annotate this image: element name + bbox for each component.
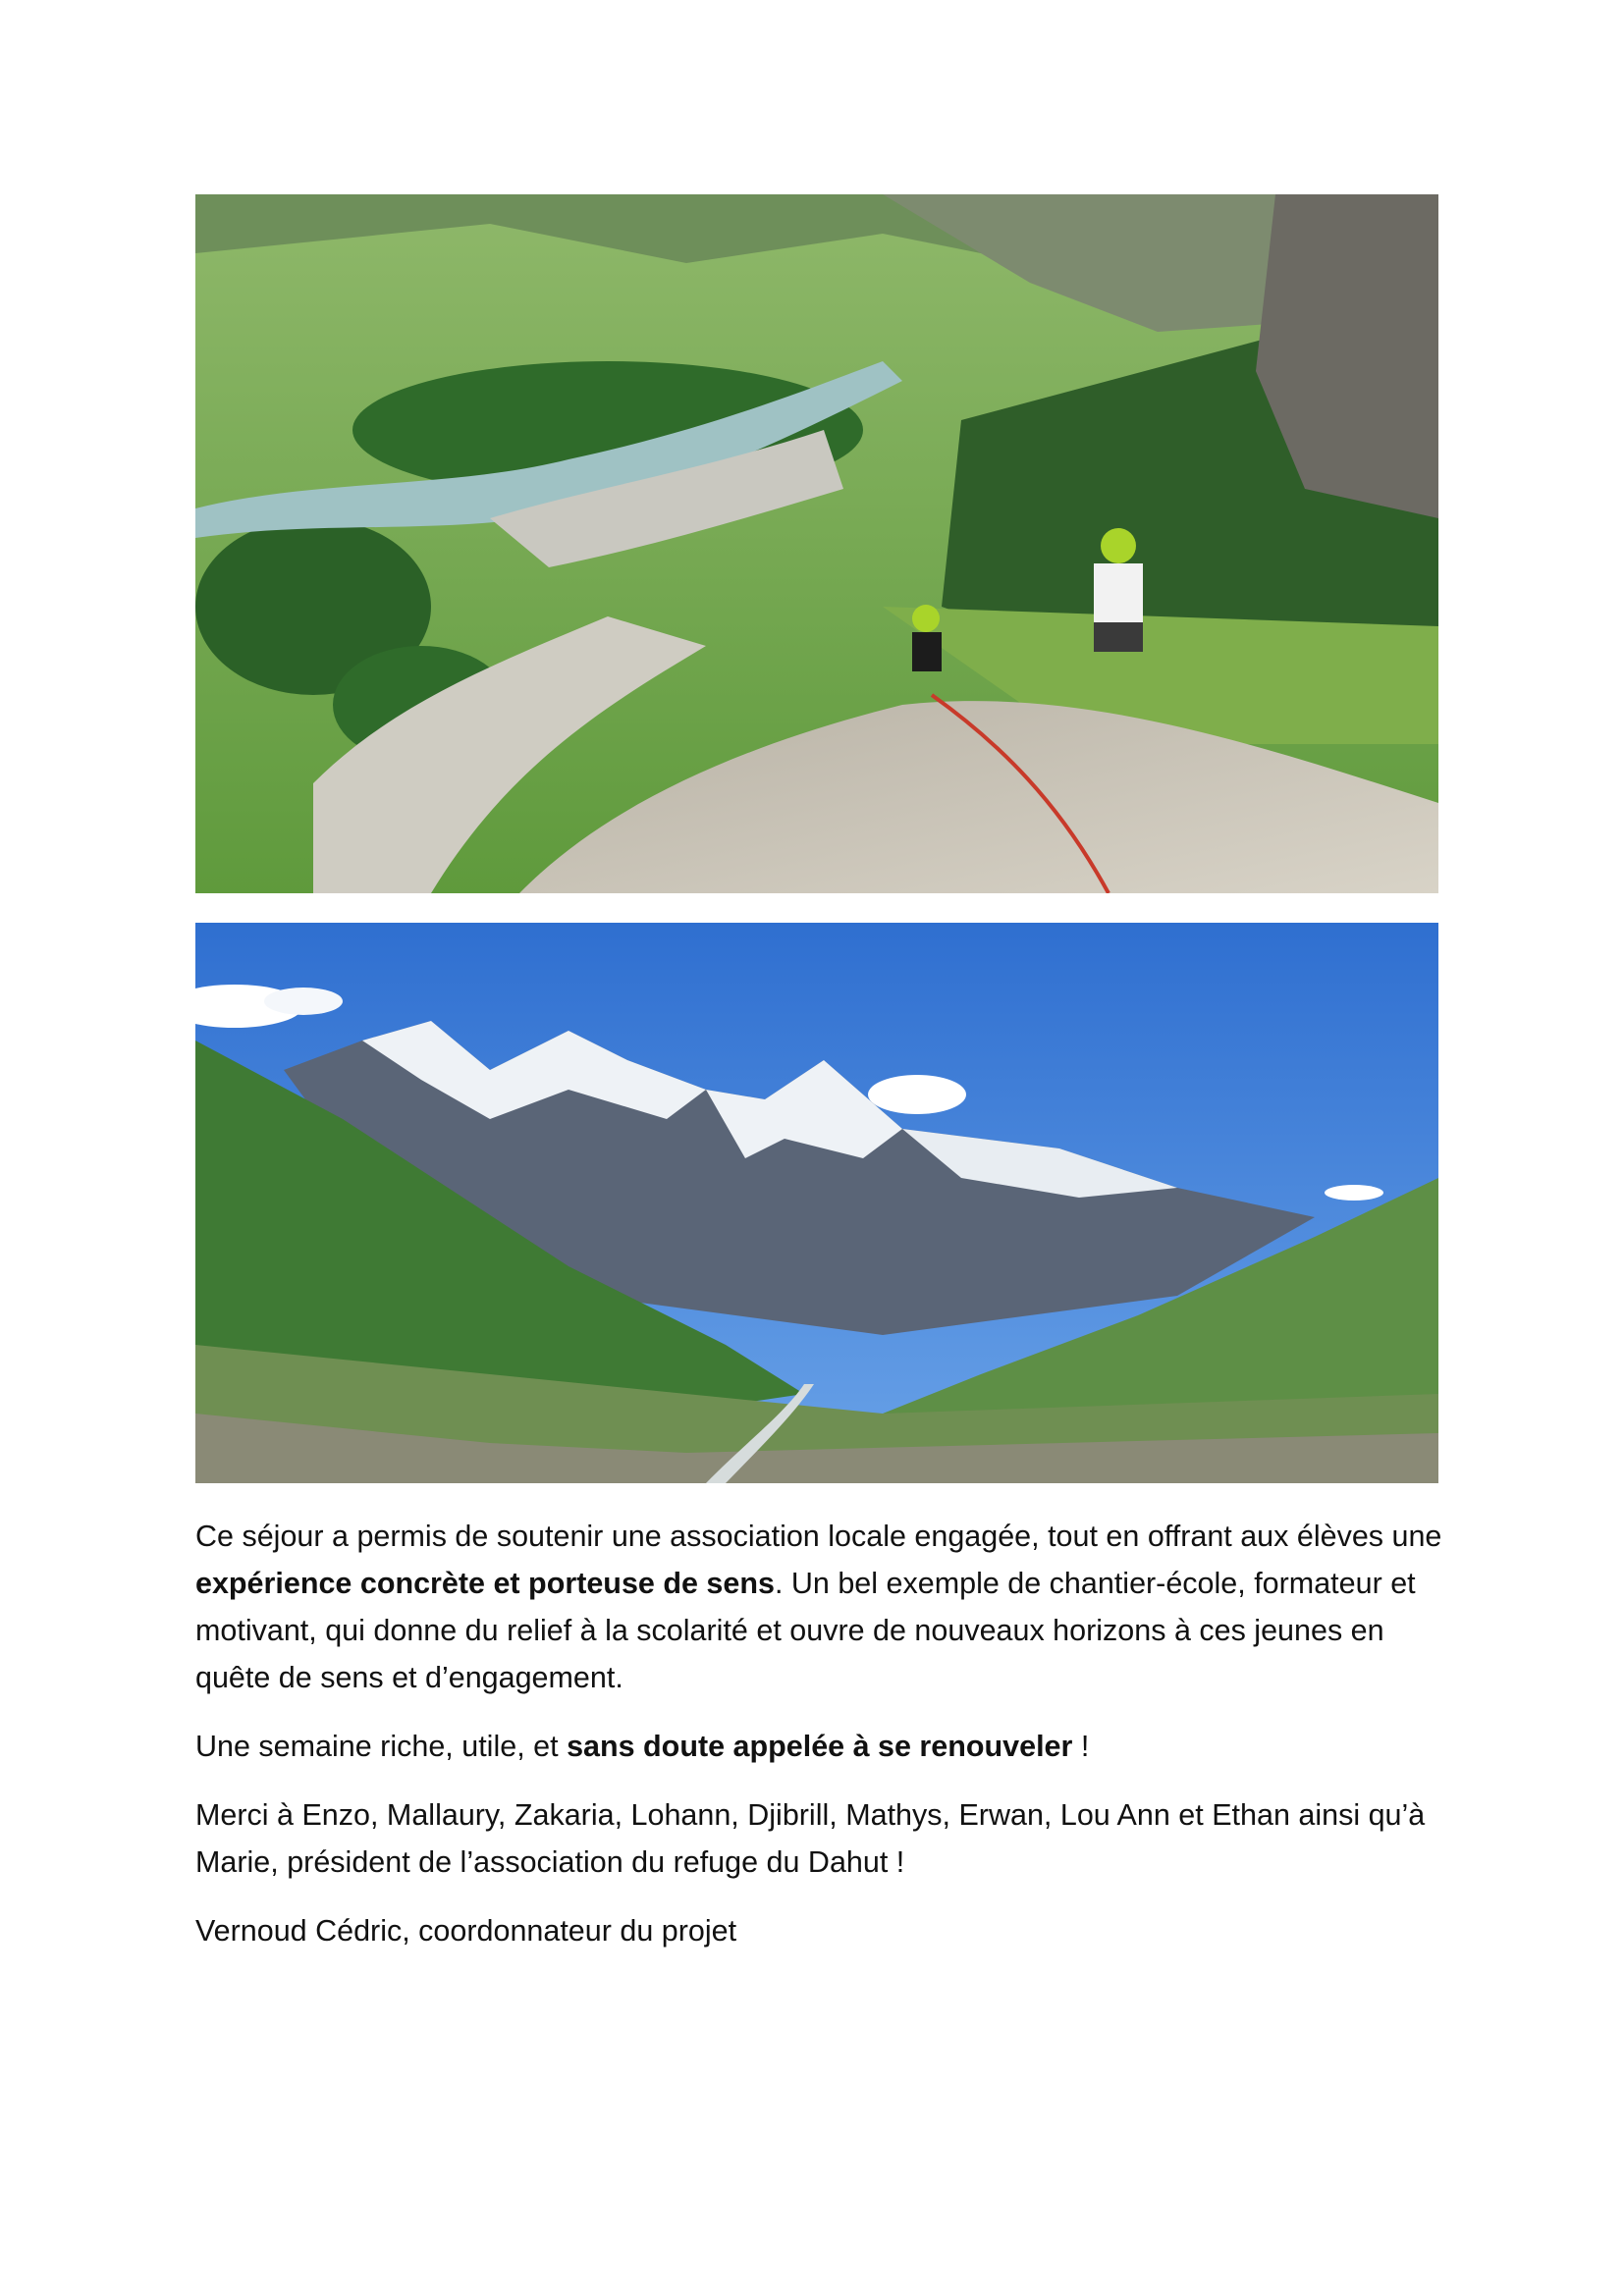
paragraph-2	[195, 1723, 1442, 1770]
paragraph-1-bold: expérience concrète et porteuse de sens	[195, 1567, 775, 1600]
mountain-panorama-photo-icon	[195, 923, 1438, 1483]
climbers-photo-icon	[195, 194, 1438, 893]
paragraph-2-text: Une semaine riche, utile, et	[195, 1730, 568, 1763]
paragraph-2-text-end: !	[1072, 1730, 1090, 1763]
paragraph-1	[195, 1513, 1442, 1701]
mountain-panorama-photo	[195, 923, 1438, 1483]
paragraph-3: Merci à Enzo, Mallaury, Zakaria, Lohann, Djibrill, Mathys, Erwan, Lou Ann et Ethan ainsi qu’à Marie, président de l’association du refuge du Dahut !	[195, 1798, 1426, 1879]
signature-line: Vernoud Cédric, coordonnateur du projet	[195, 1914, 737, 1948]
paragraph-1-text: Ce séjour a permis de soutenir une association locale engagée, tout en offrant aux élèves une	[195, 1520, 1442, 1553]
paragraph-1-text-end: . Un bel exemple de chantier-école, formateur et motivant, qui donne du relief à la scolarité et ouvre de nouveaux horizons à ces jeunes en quête de sens et d’engagement.	[195, 1567, 1416, 1694]
paragraph-2-bold: sans doute appelée à se renouveler	[567, 1730, 1073, 1763]
article-body	[195, 1513, 1442, 1976]
climbers-photo	[195, 194, 1438, 893]
